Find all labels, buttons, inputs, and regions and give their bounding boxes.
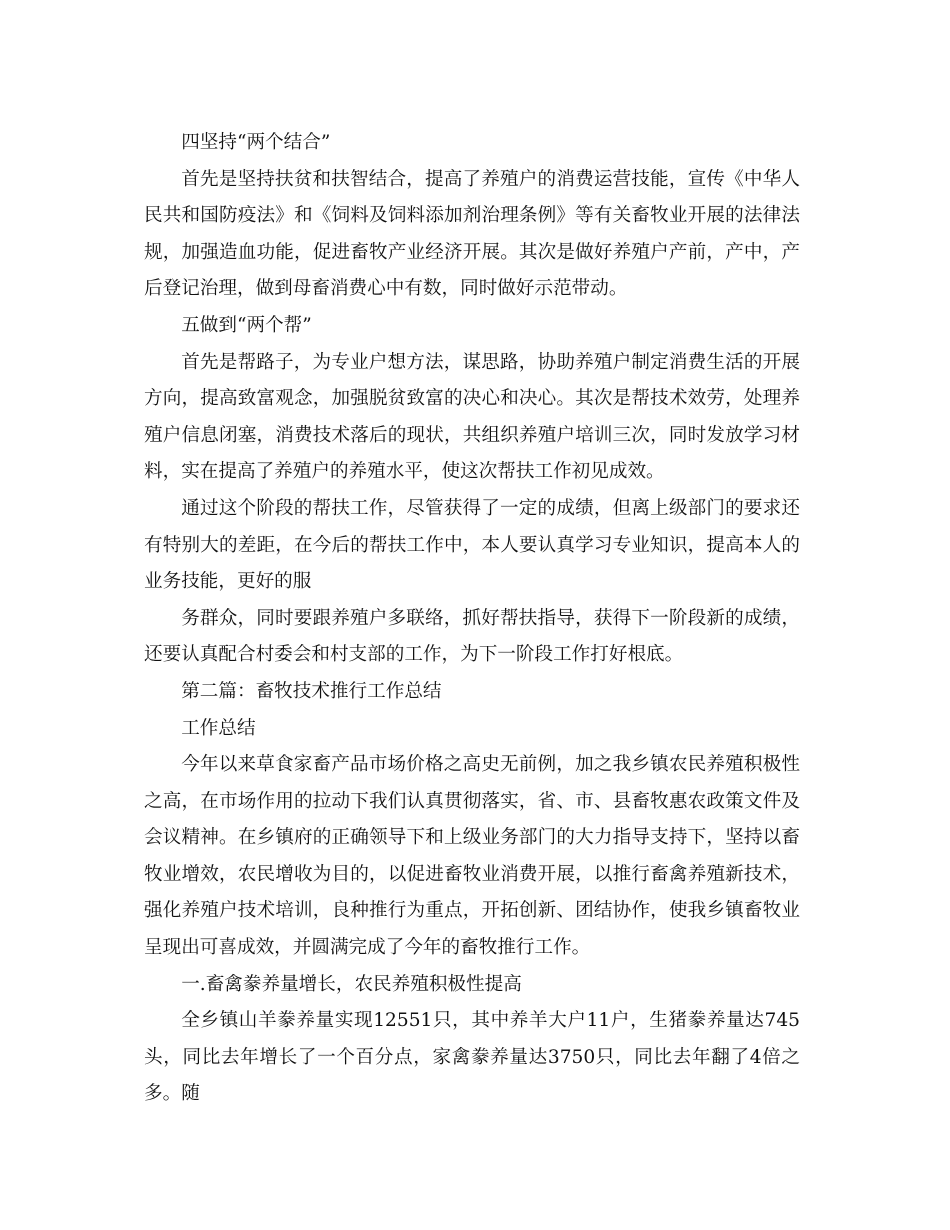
paragraph: 务群众，同时要跟养殖户多联络，抓好帮扶指导，获得下一阶段新的成绩，还要认真配合村委会和村支部的工作，为下一阶段工作打好根底。	[144, 607, 800, 666]
paragraph: 全乡镇山羊豢养量实现12551只，其中养羊大户11户，生猪豢养量达745头，同比去年增长了一个百分点，家禽豢养量达3750只，同比去年翻了4倍之多。随	[144, 1010, 800, 1105]
article-title: 第二篇：畜牧技术推行工作总结	[181, 680, 442, 702]
paragraph: 首先是坚持扶贫和扶智结合，提高了养殖户的消费运营技能，宣传《中华人民共和国防疫法》和《饲料及饲料添加剂治理条例》等有关畜牧业开展的法律法规，加强造血功能，促进畜牧产业经济开展。其次是做好养殖户产前，产中，产后登记治理，做到母畜消费心中有数，同时做好示范带动。	[144, 168, 800, 300]
paragraph: 首先是帮路子，为专业户想方法，谋思路，协助养殖户制定消费生活的开展方向，提高致富观念，加强脱贫致富的决心和决心。其次是帮技术效劳，处理养殖户信息闭塞，消费技术落后的现状，共组织养殖户培训三次，同时发放学习材料，实在提高了养殖户的养殖水平，使这次帮扶工作初见成效。	[144, 351, 800, 483]
paragraph: 今年以来草食家畜产品市场价格之高史无前例，加之我乡镇农民养殖积极性之高，在市场作用的拉动下我们认真贯彻落实，省、市、县畜牧惠农政策文件及会议精神。在乡镇府的正确领导下和上级业务部门的大力指导支持下，坚持以畜牧业增效，农民增收为目的，以促进畜牧业消费开展，以推行畜禽养殖新技术，强化养殖户技术培训，良种推行为重点，开拓创新、团结协作，使我乡镇畜牧业呈现出可喜成效，并圆满完成了今年的畜牧推行工作。	[144, 754, 800, 959]
section-heading-four: 四坚持“两个结合”	[181, 132, 331, 153]
subtitle: 工作总结	[181, 717, 256, 739]
paragraph: 通过这个阶段的帮扶工作，尽管获得了一定的成绩，但离上级部门的要求还有特别大的差距，在今后的帮扶工作中，本人要认真学习专业知识，提高本人的业务技能，更好的服	[144, 497, 800, 593]
section-heading-five: 五做到“两个帮”	[181, 314, 312, 336]
section-heading-one: 一.畜禽豢养量增长，农民养殖积极性提高	[181, 973, 522, 995]
document-body	[144, 125, 800, 1113]
